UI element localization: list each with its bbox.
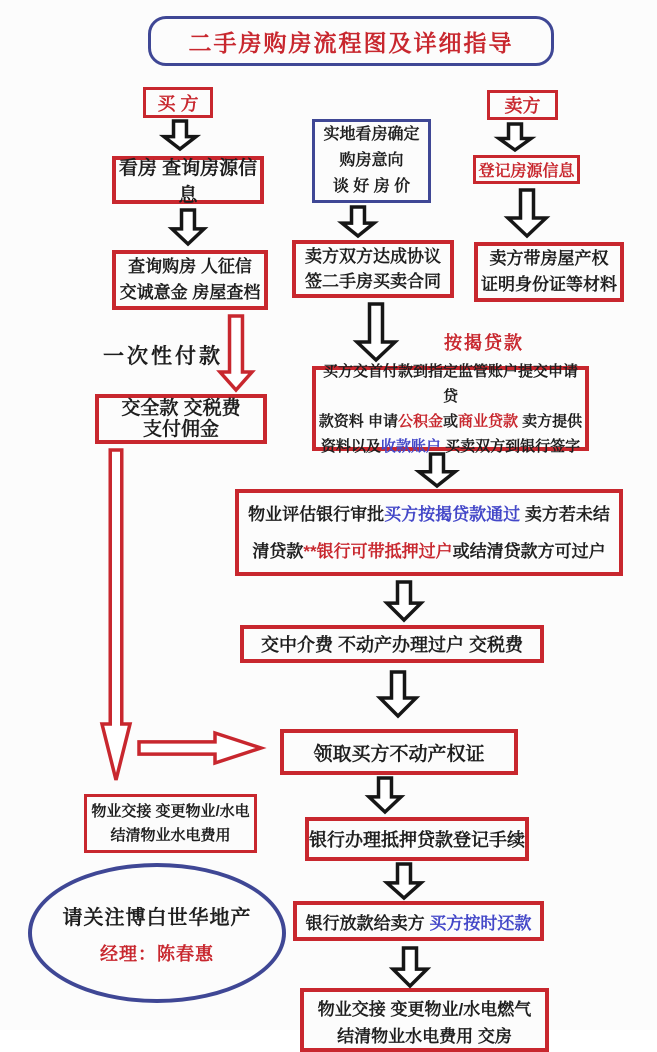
node-full-payment [95, 394, 267, 444]
node-seller-label: 卖方 [504, 96, 541, 116]
down-arrow-icon [170, 208, 206, 246]
node-loan-application [312, 362, 589, 455]
node-credit-check [112, 250, 268, 310]
page-title [148, 16, 554, 66]
node-mortgage-registration-label: 银行办理抵押贷款登记手续 [309, 830, 525, 850]
down-arrow-icon [385, 580, 423, 622]
node-register-label: 登记房源信息 [478, 163, 575, 180]
down-arrow-icon [100, 448, 132, 782]
node-buyer [143, 87, 213, 118]
down-arrow-icon [218, 314, 254, 392]
node-appraisal [235, 489, 623, 576]
node-mid-fee [240, 625, 544, 663]
node-seller [487, 90, 558, 120]
promo-line2: 经理：陈春惠 [100, 943, 214, 964]
node-seller-docs [474, 242, 624, 302]
down-arrow-icon [506, 188, 548, 238]
node-viewing-label: 看房 查询房源信息 [118, 158, 258, 206]
right-arrow-icon [137, 731, 263, 765]
down-arrow-icon [378, 670, 418, 718]
label-lump-sum-text: 一次性付款 [103, 345, 223, 368]
node-bank-release [293, 901, 544, 941]
node-mortgage-registration [305, 817, 529, 861]
node-handover [84, 794, 257, 853]
label-lump-sum [103, 340, 223, 370]
node-credit-check-label: 查询购房 人征信 交诚意金 房屋查档 [119, 257, 261, 302]
node-agreement [292, 240, 454, 298]
node-agreement-label: 卖方双方达成协议 签二手房买卖合同 [305, 247, 441, 291]
node-seller-docs-label: 卖方带房屋产权 证明身份证等材料 [481, 249, 617, 294]
node-final-handover-label: 物业交接 变更物业/水电燃气 结清物业水电费用 交房 [317, 1000, 532, 1046]
node-viewing [112, 156, 264, 204]
node-final-handover [300, 988, 549, 1052]
node-register [473, 155, 580, 184]
node-bank-release-label: 银行放款给卖方 买方按时还款 [305, 913, 532, 933]
down-arrow-icon [355, 302, 397, 362]
down-arrow-icon [162, 119, 198, 151]
down-arrow-icon [391, 946, 429, 988]
node-site-visit-label: 实地看房确定 购房意向 谈 好 房 价 [323, 126, 420, 195]
promo-ellipse [28, 863, 286, 1003]
node-appraisal-label: 物业评估银行审批买方按揭贷款通过 卖方若未结 清贷款**银行可带抵押过户或结清贷款方可过户 [248, 504, 610, 561]
node-certificate [280, 729, 518, 775]
down-arrow-icon [497, 122, 533, 152]
label-mortgage [444, 329, 524, 355]
node-handover-label: 物业交接 变更物业/水电 结清物业水电费用 [91, 802, 250, 844]
label-mortgage-text: 按揭贷款 [444, 333, 524, 353]
node-site-visit [312, 119, 431, 203]
down-arrow-icon [367, 776, 403, 814]
page-title-text: 二手房购房流程图及详细指导 [188, 29, 514, 56]
promo-line1: 请关注博白世华地产 [62, 906, 252, 929]
down-arrow-icon [385, 862, 423, 900]
node-loan-application-label: 买方交首付款到指定监管账户提交申请贷 款资料 申请公积金或商业贷款 卖方提供 资料以及收款账户 买卖双方到银行签字 [318, 362, 583, 455]
down-arrow-icon [417, 452, 457, 488]
node-certificate-label: 领取买方不动产权证 [313, 743, 485, 765]
node-buyer-label: 买 方 [157, 93, 199, 114]
down-arrow-icon [340, 205, 376, 238]
node-mid-fee-label: 交中介费 不动产办理过户 交税费 [260, 635, 523, 655]
node-full-payment-label: 交全款 交税费 支付佣金 [121, 398, 241, 440]
